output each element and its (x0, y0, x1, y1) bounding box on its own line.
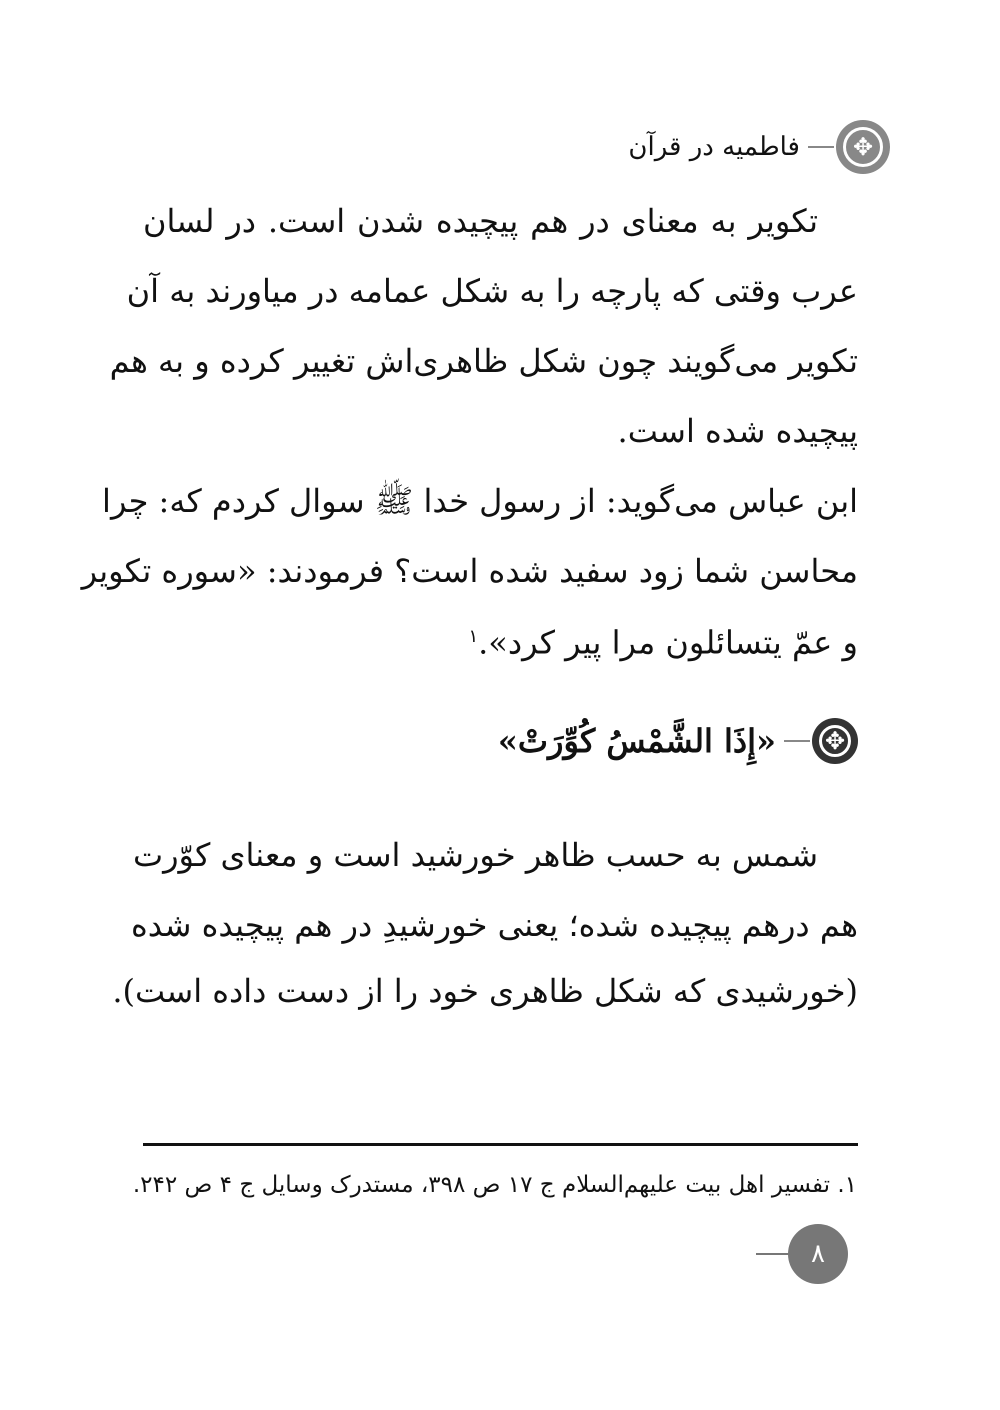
ornament-stem (756, 1253, 790, 1255)
section-heading (498, 718, 858, 764)
body-line: تکویر به معنای در هم پیچیده شدن است. در لسان (143, 202, 818, 240)
body-line: شمس به حسب ظاهر خورشید است و معنای کوّرت (132, 836, 818, 874)
body-line: تکویر می‌گویند چون شکل ظاهری‌اش تغییر کرده و به هم (109, 342, 858, 380)
body-line (143, 612, 858, 662)
page-number: ۸ (788, 1224, 848, 1284)
body-line: (خورشیدی که شکل ظاهری خود را از دست داده است). (112, 972, 858, 1010)
footnote-ref[interactable]: ۱ (468, 626, 479, 647)
ornament-icon (812, 718, 858, 764)
header-title: فاطمیه در قرآن (628, 132, 800, 162)
heading-text: «إِذَا الشَّمْسُ کُوِّرَتْ» (497, 722, 776, 760)
body-line: هم درهم پیچیده شده؛ یعنی خورشیدِ در هم پیچیده شده (131, 906, 858, 944)
footnote: ۱. تفسیر اهل بیت علیهم‌السلام ج ۱۷ ص ۳۹۸، مستدرک وسایل ج ۴ ص ۲۴۲. (132, 1172, 857, 1198)
body-line: عرب وقتی که پارچه را به شکل عمامه در میاورند به آن (126, 272, 858, 310)
ornament-icon (836, 120, 890, 174)
ornament-stem (808, 146, 834, 148)
footnote-divider (143, 1143, 858, 1146)
body-line: پیچیده شده است. (617, 412, 858, 450)
ornament-stem (784, 740, 810, 742)
body-line: محاسن شما زود سفید شده است؟ فرمودند: «سوره تکویر (81, 552, 858, 590)
running-header (628, 122, 890, 172)
body-text: و عمّ یتسائلون مرا پیر کرد». (478, 623, 858, 662)
body-line: ابن عباس می‌گوید: از رسول خدا ﷺ سوال کردم که: چرا (102, 482, 858, 520)
